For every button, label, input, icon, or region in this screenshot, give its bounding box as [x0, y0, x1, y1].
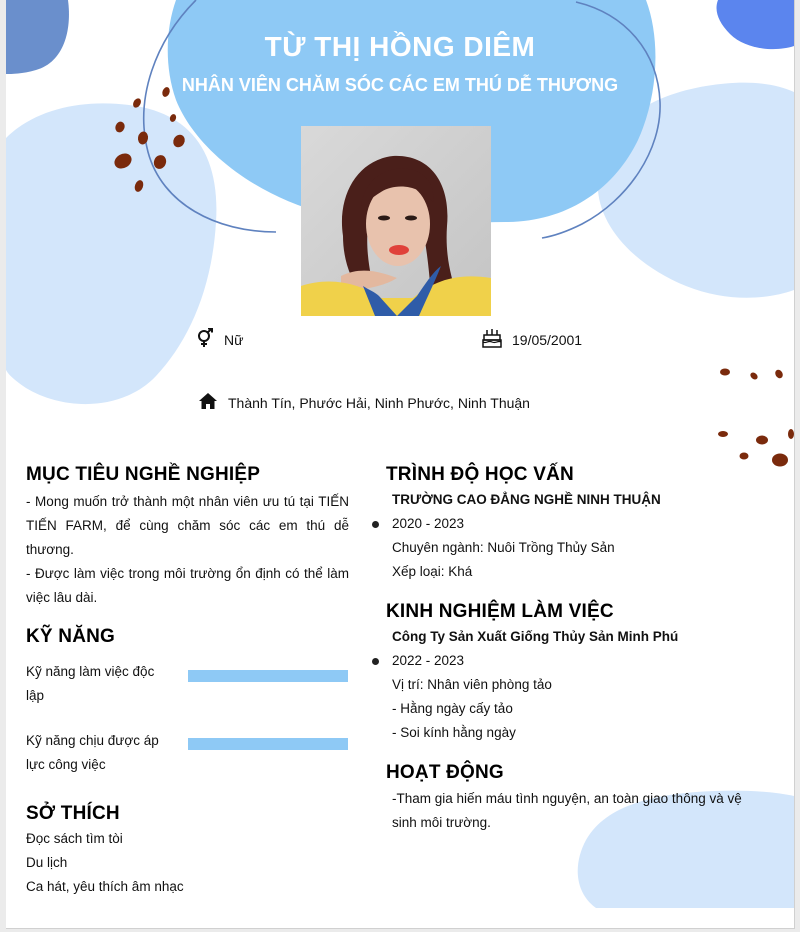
gender-value: Nữ [224, 331, 244, 348]
skill-label: Kỹ năng làm việc độc lập [26, 664, 155, 703]
education-grade: Xếp loại: Khá [392, 564, 473, 579]
experience-heading: KINH NGHIỆM LÀM VIỆC [386, 601, 614, 622]
activities-text: -Tham gia hiến máu tình nguyện, an toàn giao thông và vệ sinh môi trường. [392, 791, 742, 830]
birthday-value: 19/05/2001 [512, 331, 583, 348]
education-period: 2020 - 2023 [392, 516, 465, 531]
cv-page [6, 0, 795, 929]
hobby-item: Đọc sách tìm tòi [26, 831, 123, 846]
experience-period: 2022 - 2023 [392, 653, 465, 668]
gender-icon [196, 328, 214, 351]
hobbies-heading: SỞ THÍCH [26, 803, 120, 824]
home-icon [198, 392, 218, 413]
activities-heading: HOẠT ĐỘNG [386, 762, 504, 783]
skill-bar [188, 670, 348, 682]
timeline-bullet [372, 658, 379, 665]
objective-text-2: - Được làm việc trong môi trường ổn định có thể làm việc lâu dài. [26, 566, 349, 605]
left-light-blob [6, 103, 216, 404]
education-major: Chuyên ngành: Nuôi Trồng Thủy Sản [392, 540, 615, 555]
experience-company: Công Ty Sản Xuất Giống Thủy Sản Minh Phú [392, 629, 679, 644]
experience-task: - Hằng ngày cấy tảo [392, 701, 513, 716]
candidate-name: TỪ THỊ HỒNG DIÊM [264, 31, 536, 62]
address-info [198, 392, 530, 413]
objective-text-1: - Mong muốn trở thành một nhân viên ưu tú tại TIẾN TIẾN FARM, để cùng chăm sóc các em thú dễ thương. [26, 494, 349, 557]
profile-photo [301, 126, 491, 316]
gender-info [196, 328, 243, 351]
education-heading: TRÌNH ĐỘ HỌC VẤN [386, 464, 574, 485]
skill-label: Kỹ năng chịu được áp lực công việc [26, 733, 159, 772]
hobby-item: Ca hát, yêu thích âm nhạc [26, 879, 184, 894]
skill-bar [188, 738, 348, 750]
birthday-info [482, 328, 582, 351]
skills-heading: KỸ NĂNG [26, 626, 116, 647]
job-title: NHÂN VIÊN CHĂM SÓC CÁC EM THÚ DỄ THƯƠNG [181, 75, 619, 95]
experience-task: - Soi kính hằng ngày [392, 725, 516, 740]
brown-dots-right [718, 368, 794, 466]
hobby-item: Du lịch [26, 855, 68, 870]
experience-position: Vị trí: Nhân viên phòng tảo [392, 677, 552, 692]
address-value: Thành Tín, Phước Hải, Ninh Phước, Ninh Thuận [228, 394, 530, 411]
birthday-cake-icon [482, 328, 502, 351]
objective-heading: MỤC TIÊU NGHỀ NGHIỆP [26, 464, 261, 485]
education-school: TRƯỜNG CAO ĐẲNG NGHỀ NINH THUẬN [392, 492, 661, 507]
timeline-bullet [372, 521, 379, 528]
